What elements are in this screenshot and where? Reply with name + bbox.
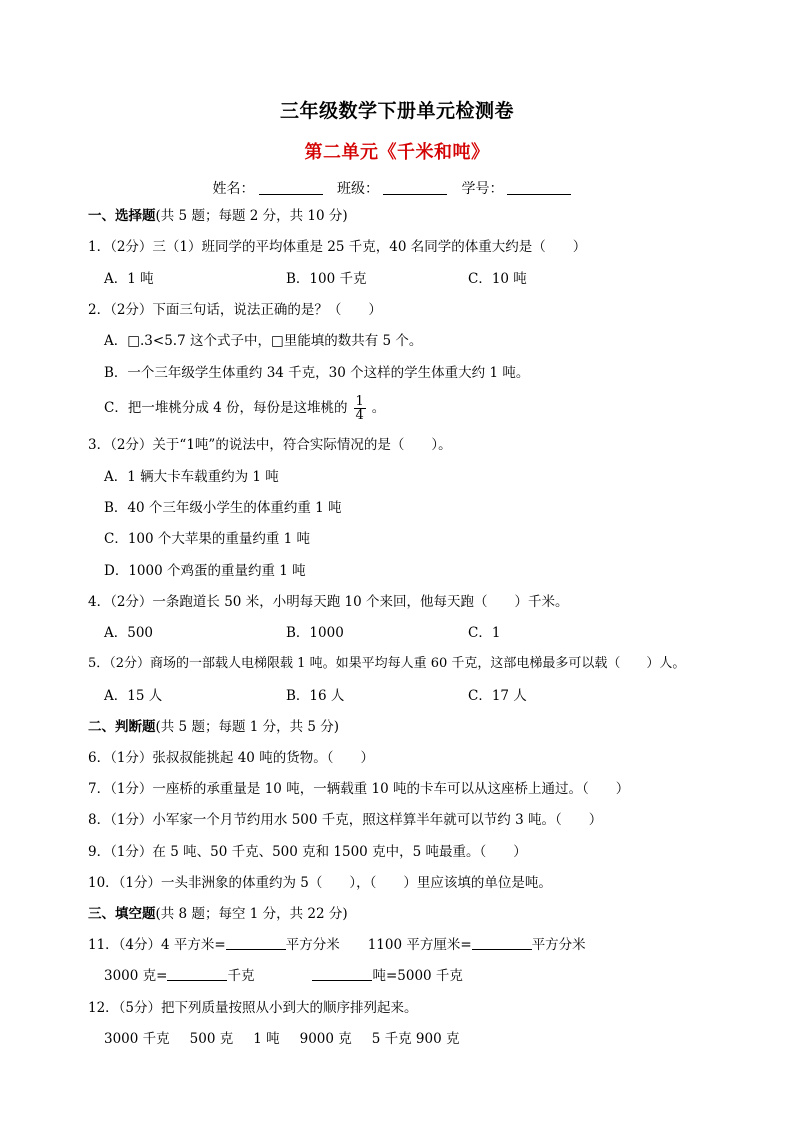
unit-subtitle: 第二单元《千米和吨》 <box>304 142 490 163</box>
section-1-meta: (共 5 题；每题 2 分，共 10 分) <box>155 208 348 224</box>
class-field[interactable] <box>383 180 447 195</box>
question-5: 5．（2分）商场的一部载人电梯限载 1 吨。如果平均每人重 60 千克，这部电梯最多可以载（ ）人。 <box>88 656 686 671</box>
answer-blank[interactable] <box>167 967 227 981</box>
q5-option-b: B．16 人 <box>286 688 345 704</box>
q11-part-1: 11．（4分）4 平方米= <box>88 937 226 953</box>
section-1-title: 一、选择题 <box>88 208 156 224</box>
question-9: 9．（1分）在 5 吨、50 千克、500 克和 1500 克中，5 吨最重。（ ） <box>88 844 527 860</box>
q5-option-a: A．15 人 <box>104 688 163 704</box>
q2-option-b: B．一个三年级学生体重约 34 千克，30 个这样的学生体重大约 1 吨。 <box>104 365 530 381</box>
section-1-header <box>88 207 348 225</box>
q11-part-2: 1100 平方厘米= <box>367 937 472 953</box>
q11-unit-1: 平方分米 <box>285 937 340 953</box>
class-label: 班级： <box>337 181 379 197</box>
question-11 <box>88 936 586 954</box>
name-label: 姓名： <box>212 181 255 197</box>
q2-option-a: A．□.3<5.7 这个式子中，□里能填的数共有 5 个。 <box>104 333 423 349</box>
question-12: 12．（5分）把下列质量按照从小到大的顺序排列起来。 <box>88 1000 418 1016</box>
q3-option-d: D．1000 个鸡蛋的重量约重 1 吨 <box>104 563 306 579</box>
mass-item: 500 克 <box>189 1031 234 1047</box>
q3-option-c: C．100 个大苹果的重量约重 1 吨 <box>104 531 311 547</box>
q4-option-a: A．500 <box>104 625 154 641</box>
mass-item: 5 千克 900 克 <box>371 1031 460 1047</box>
question-12-items <box>104 1030 460 1048</box>
section-3-title: 三、填空题 <box>88 906 156 922</box>
question-4: 4．（2分）一条跑道长 50 米，小明每天跑 10 个来回，他每天跑（ ）千米。 <box>88 594 569 610</box>
q1-option-b: B．100 千克 <box>286 271 367 287</box>
question-7: 7．（1分）一座桥的承重量是 10 吨，一辆载重 10 吨的卡车可以从这座桥上通过。（ ） <box>88 781 630 797</box>
mass-item: 9000 克 <box>299 1031 352 1047</box>
q11-unit-3: 千克 <box>227 968 255 984</box>
student-info <box>0 178 794 198</box>
q4-option-b: B．1000 <box>286 625 344 641</box>
section-2-header <box>88 718 339 736</box>
section-2-meta: (共 5 题；每题 1 分，共 5 分) <box>155 719 340 735</box>
section-3-meta: (共 8 题；每空 1 分，共 22 分) <box>155 906 348 922</box>
q2-option-c <box>104 390 385 426</box>
id-field[interactable] <box>507 180 571 195</box>
q2-option-c-end: 。 <box>371 400 386 416</box>
mass-item: 1 吨 <box>253 1031 280 1047</box>
q3-option-b: B．40 个三年级小学生的体重约重 1 吨 <box>104 500 342 516</box>
question-6: 6．（1分）张叔叔能挑起 40 吨的货物。（ ） <box>88 750 374 766</box>
q5-option-c: C．17 人 <box>468 688 527 704</box>
answer-blank[interactable] <box>312 967 372 981</box>
page-title: 三年级数学下册单元检测卷 <box>279 100 514 122</box>
q3-option-a: A．1 辆大卡车载重约为 1 吨 <box>104 469 279 485</box>
question-3: 3．（2分）关于“1吨”的说法中，符合实际情况的是（ ）。 <box>88 437 452 453</box>
q11-part-3: 3000 克= <box>104 968 168 984</box>
question-11-line-2 <box>104 967 463 985</box>
q2-option-c-text: C．把一堆桃分成 4 份，每份是这堆桃的 <box>104 400 348 416</box>
answer-blank[interactable] <box>472 936 532 950</box>
mass-item: 3000 千克 <box>104 1031 170 1047</box>
q11-unit-2: 平方分米 <box>531 937 586 953</box>
question-2: 2．（2分）下面三句话，说法正确的是？（ ） <box>88 302 382 318</box>
q4-option-c: C．1 <box>468 625 501 641</box>
id-label: 学号： <box>461 181 504 197</box>
question-8: 8．（1分）小军家一个月节约用水 500 千克，照这样算半年就可以节约 3 吨。（ ） <box>88 812 603 828</box>
fraction <box>354 395 366 422</box>
question-1: 1．（2分）三（1）班同学的平均体重是 25 千克，40 名同学的体重大约是（ ） <box>88 239 587 255</box>
section-2-title: 二、判断题 <box>88 719 156 735</box>
question-10: 10．（1分）一头非洲象的体重约为 5（ ），（ ）里应该填的单位是吨。 <box>88 875 552 891</box>
q1-option-c: C．10 吨 <box>468 271 527 287</box>
answer-blank[interactable] <box>226 936 286 950</box>
q1-option-a: A．1 吨 <box>104 271 154 287</box>
fraction-numerator: 1 <box>355 394 364 409</box>
name-field[interactable] <box>259 180 323 195</box>
q11-unit-4: 吨=5000 千克 <box>372 968 463 984</box>
section-3-header <box>88 905 348 923</box>
fraction-denominator: 4 <box>355 408 364 423</box>
